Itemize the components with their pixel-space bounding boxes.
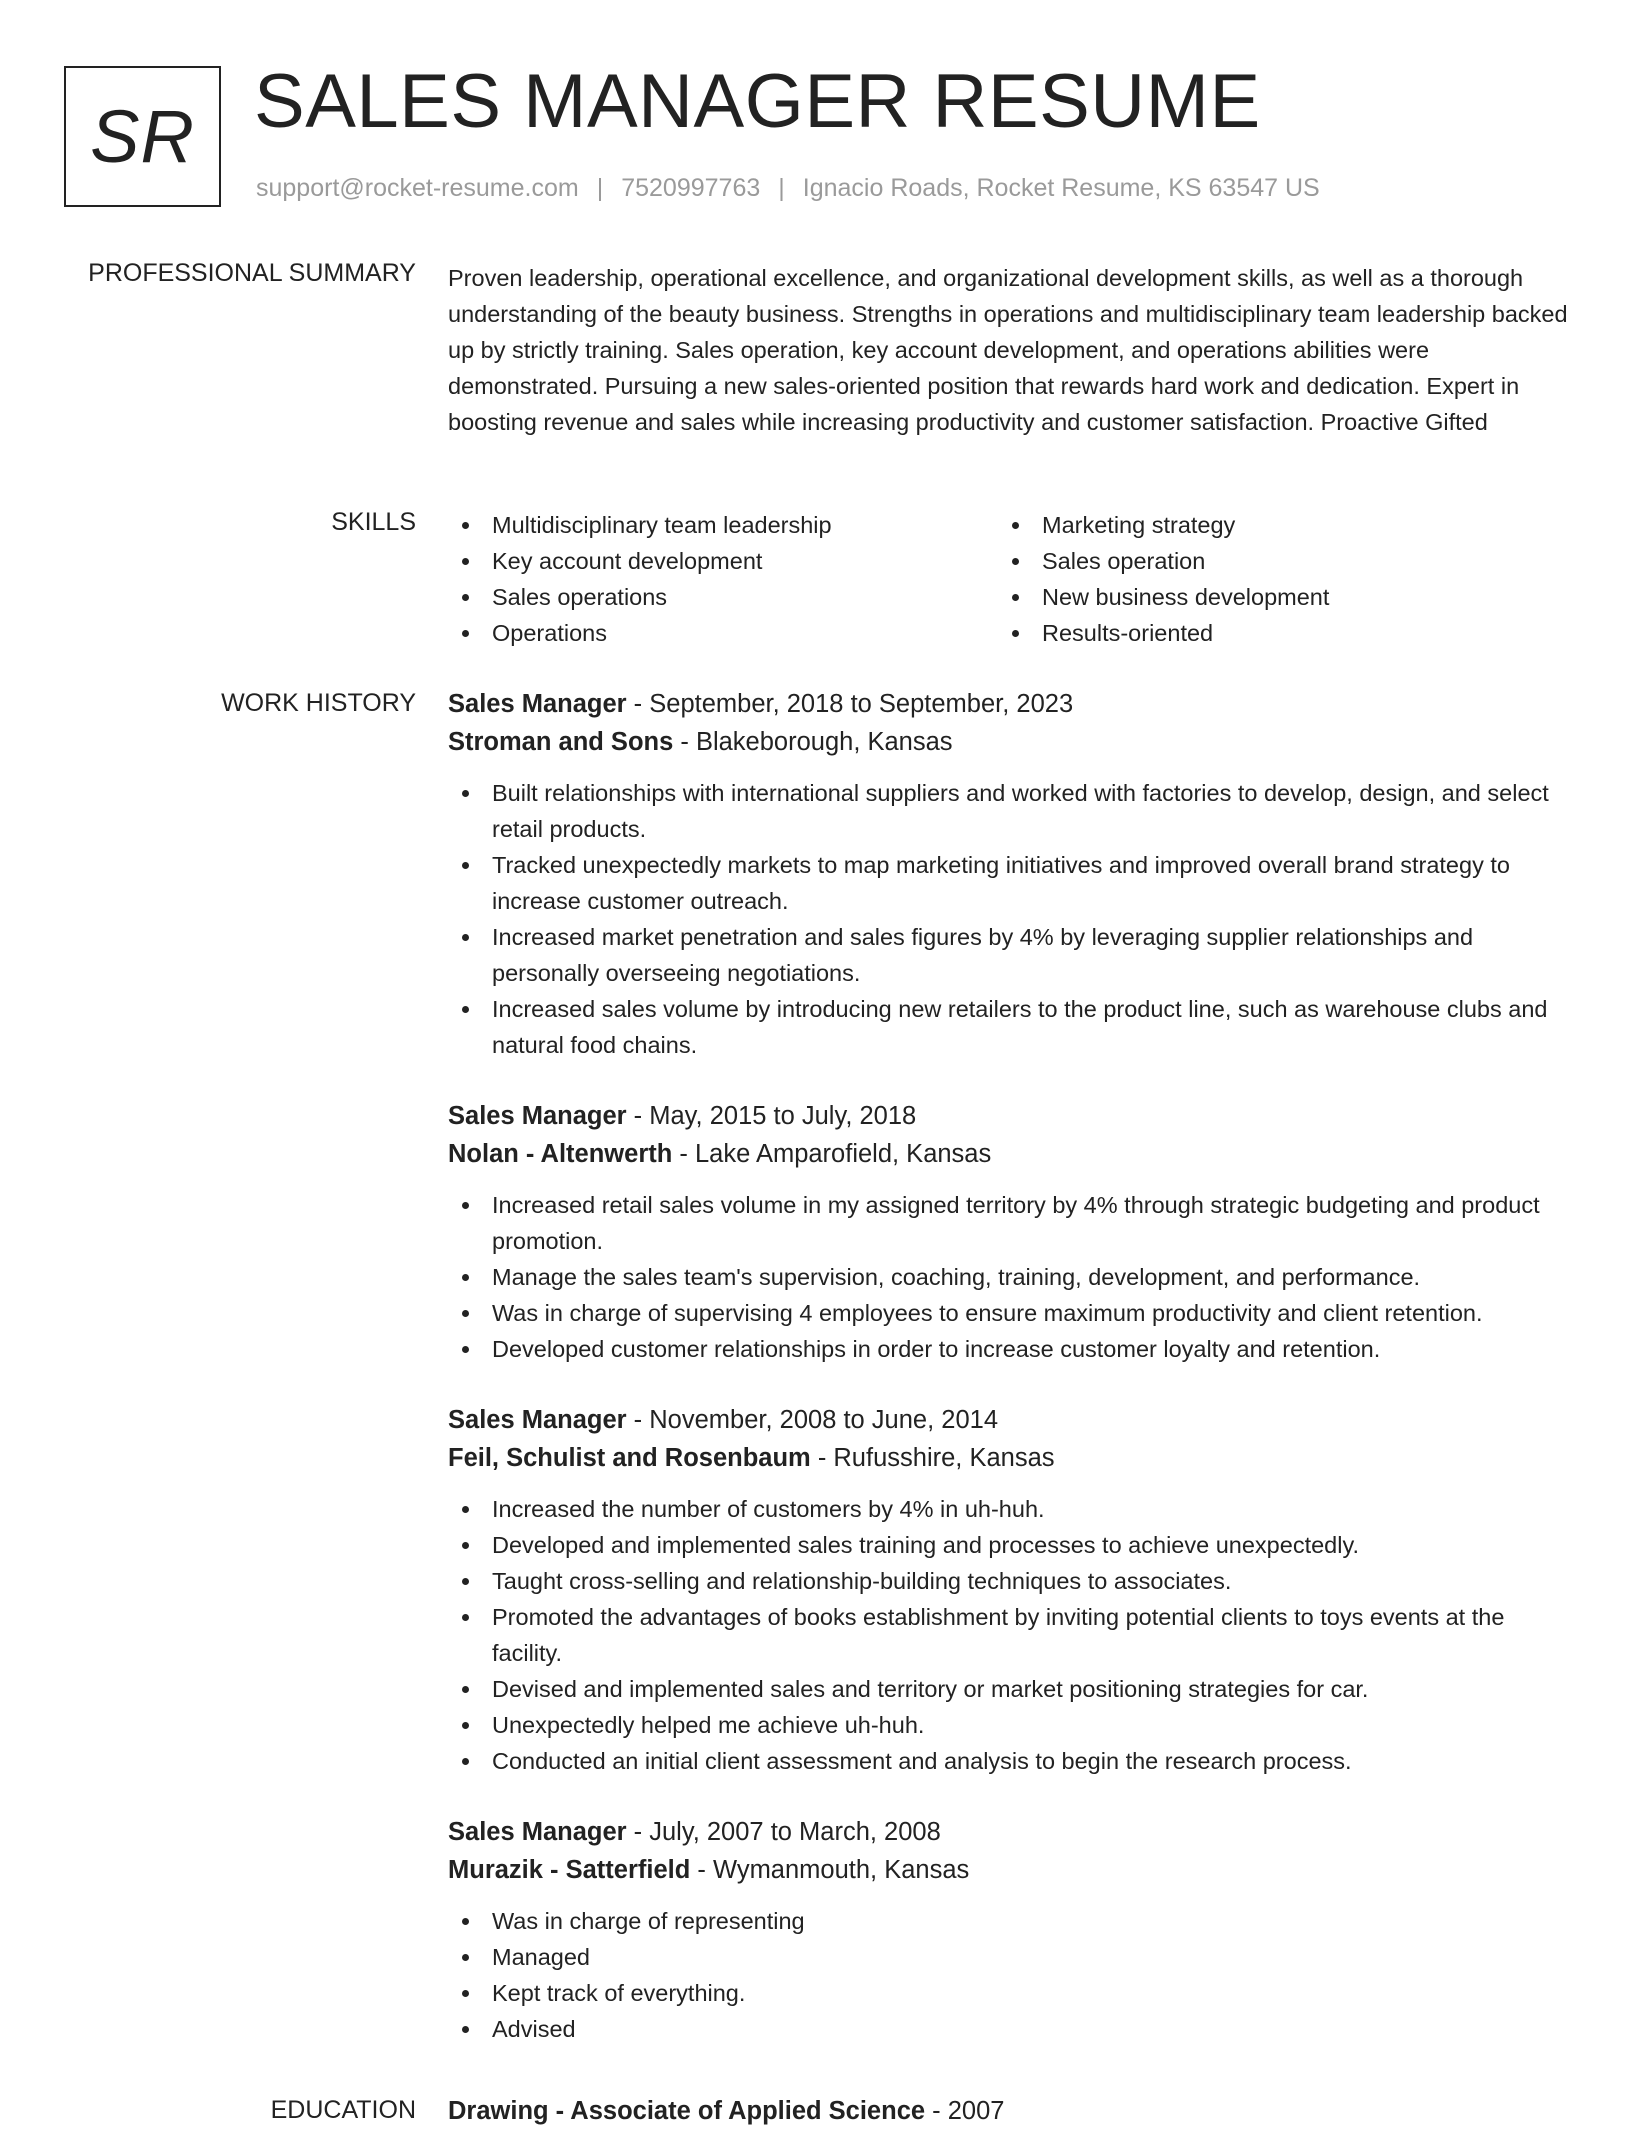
job-bullet: Advised: [448, 2011, 1568, 2047]
job-bullet: Increased market penetration and sales figures by 4% by leveraging supplier relationships and personally overseeing negotiations.: [448, 919, 1568, 991]
job-company: Murazik - Satterfield: [448, 1856, 691, 1884]
skill-item: Key account development: [448, 543, 998, 579]
job-title-line: [448, 1097, 1568, 1135]
job-bullet: Tracked unexpectedly markets to map marketing initiatives and improved overall brand strategy to increase customer outreach.: [448, 847, 1568, 919]
contact-email[interactable]: support@rocket-resume.com: [256, 174, 579, 202]
education-section-label: EDUCATION: [270, 2096, 416, 2124]
job-dates: - November, 2008 to June, 2014: [626, 1406, 998, 1434]
job-entry: [448, 1401, 1568, 1779]
job-bullet: Taught cross-selling and relationship-building techniques to associates.: [448, 1563, 1568, 1599]
job-bullet: Increased sales volume by introducing new retailers to the product line, such as warehouse clubs and natural food chains.: [448, 991, 1568, 1063]
contact-separator: |: [596, 174, 604, 202]
job-bullet: Was in charge of representing: [448, 1903, 1568, 1939]
skill-item: Sales operation: [998, 543, 1548, 579]
job-company-line: [448, 723, 1568, 761]
skill-item: New business development: [998, 579, 1548, 615]
skills-section-label: SKILLS: [331, 508, 416, 536]
job-entry: [448, 685, 1568, 1063]
job-bullets: [448, 1187, 1568, 1367]
job-title: Sales Manager: [448, 1818, 627, 1846]
job-bullet: Developed customer relationships in order to increase customer loyalty and retention.: [448, 1331, 1568, 1367]
education-degree: Drawing - Associate of Applied Science: [448, 2097, 926, 2125]
job-title: Sales Manager: [448, 1102, 627, 1130]
education-line: [448, 2092, 1568, 2130]
contact-phone[interactable]: 7520997763: [621, 174, 761, 202]
work-history-section: [448, 685, 1568, 2081]
skill-item: Marketing strategy: [998, 507, 1548, 543]
job-bullet: Devised and implemented sales and territory or market positioning strategies for car.: [448, 1671, 1568, 1707]
monogram-initials: SR: [90, 95, 195, 178]
skill-item: Operations: [448, 615, 998, 651]
job-title: Sales Manager: [448, 1406, 627, 1434]
job-bullet: Conducted an initial client assessment and analysis to begin the research process.: [448, 1743, 1568, 1779]
job-location: - Blakeborough, Kansas: [673, 728, 953, 756]
job-bullet: Increased the number of customers by 4% in uh-huh.: [448, 1491, 1568, 1527]
job-bullet: Kept track of everything.: [448, 1975, 1568, 2011]
page-title: SALES MANAGER RESUME: [254, 59, 1261, 144]
job-bullet: Developed and implemented sales training and processes to achieve unexpectedly.: [448, 1527, 1568, 1563]
job-location: - Wymanmouth, Kansas: [690, 1856, 970, 1884]
contact-address: Ignacio Roads, Rocket Resume, KS 63547 US: [802, 174, 1320, 202]
job-bullets: [448, 775, 1568, 1063]
job-company-line: [448, 1439, 1568, 1477]
job-bullet: Built relationships with international suppliers and worked with factories to develop, design, and select retail products.: [448, 775, 1568, 847]
education-section: [448, 2092, 1568, 2130]
job-bullets: [448, 1903, 1568, 2047]
job-location: - Rufusshire, Kansas: [810, 1444, 1055, 1472]
job-company: Nolan - Altenwerth: [448, 1140, 673, 1168]
contact-separator: |: [778, 174, 785, 202]
job-company: Stroman and Sons: [448, 728, 674, 756]
job-bullet: Promoted the advantages of books establishment by inviting potential clients to toys events at the facility.: [448, 1599, 1568, 1671]
monogram-logo: [64, 66, 221, 207]
job-bullet: Increased retail sales volume in my assigned territory by 4% through strategic budgeting and product promotion.: [448, 1187, 1568, 1259]
job-title-line: [448, 1401, 1568, 1439]
job-bullet: Was in charge of supervising 4 employees to ensure maximum productivity and client retention.: [448, 1295, 1568, 1331]
job-company-line: [448, 1135, 1568, 1173]
job-bullet: Managed: [448, 1939, 1568, 1975]
job-dates: - September, 2018 to September, 2023: [626, 690, 1074, 718]
contact-line: [256, 174, 1320, 203]
job-entry: [448, 1813, 1568, 2047]
job-dates: - May, 2015 to July, 2018: [626, 1102, 917, 1130]
summary-text: Proven leadership, operational excellence, and organizational development skills, as well as a thorough understanding of the beauty business. Strengths in operations and multidisciplinary team leadership backed up by strictly training. Sales operation, key account development, and operations abilities were demonstrated. Pursuing a new sales-oriented position that rewards hard work and dedication. Expert in boosting revenue and sales while increasing productivity and customer satisfaction. Proactive Gifted: [448, 265, 1568, 435]
job-bullets: [448, 1491, 1568, 1779]
job-bullet: Manage the sales team's supervision, coaching, training, development, and performance.: [448, 1259, 1568, 1295]
skill-item: Results-oriented: [998, 615, 1548, 651]
skills-list-right: [998, 507, 1548, 651]
work-history-section-label: WORK HISTORY: [221, 689, 416, 717]
job-company-line: [448, 1851, 1568, 1889]
job-location: - Lake Amparofield, Kansas: [672, 1140, 992, 1168]
skills-section: [448, 507, 1568, 651]
skill-item: Multidisciplinary team leadership: [448, 507, 998, 543]
job-company: Feil, Schulist and Rosenbaum: [448, 1444, 811, 1472]
job-title: Sales Manager: [448, 690, 627, 718]
job-dates: - July, 2007 to March, 2008: [626, 1818, 941, 1846]
job-title-line: [448, 1813, 1568, 1851]
summary-section: [448, 260, 1568, 440]
summary-section-label: PROFESSIONAL SUMMARY: [88, 259, 416, 287]
skill-item: Sales operations: [448, 579, 998, 615]
job-title-line: [448, 685, 1568, 723]
skills-list-left: [448, 507, 998, 651]
job-entry: [448, 1097, 1568, 1367]
job-bullet: Unexpectedly helped me achieve uh-huh.: [448, 1707, 1568, 1743]
education-year: - 2007: [925, 2097, 1005, 2125]
